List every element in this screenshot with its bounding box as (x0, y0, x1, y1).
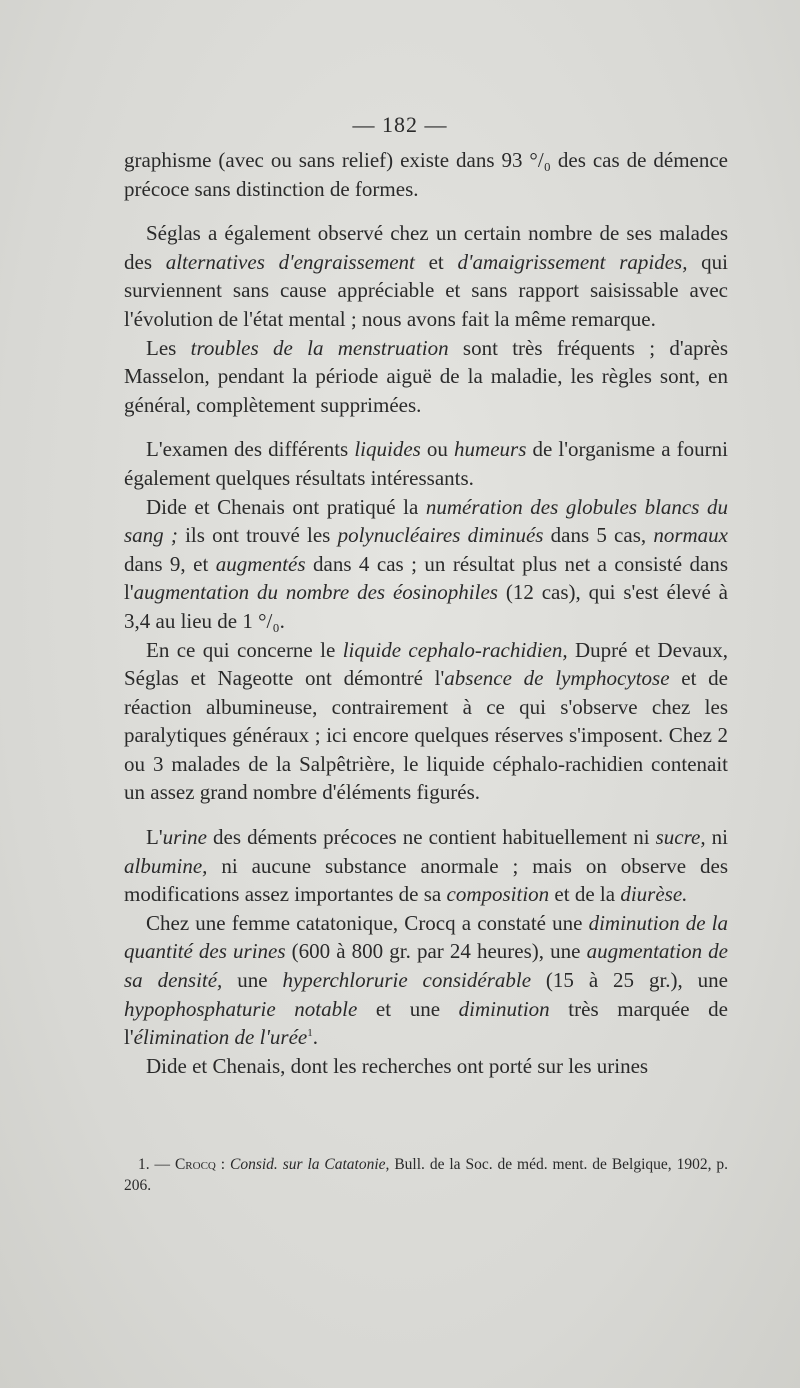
italic-text: liquide cephalo-rachidien, (342, 637, 568, 662)
italic-text: sucre, (655, 825, 706, 850)
paragraph-5 (124, 493, 728, 636)
text: L'examen des différents (146, 437, 355, 462)
footnote-source: Bull. de la Soc. de méd. ment. de Belgique, 1902, p. 206. (124, 1156, 728, 1194)
text: ni (705, 825, 728, 850)
paragraph-8 (124, 909, 728, 1052)
text: et une (357, 996, 459, 1021)
text: de l'organisme a fourni également quelques résultats intéressants. (124, 437, 728, 490)
text: En ce qui concerne le (146, 637, 343, 662)
paragraph-2 (124, 219, 728, 333)
footnote (124, 1154, 728, 1196)
footnote-marker: 1 (307, 1027, 313, 1040)
text: dans 5 cas, (543, 523, 654, 548)
text: (600 à 800 gr. par 24 heures), une (285, 939, 587, 964)
text: très marquée de l' (124, 996, 728, 1050)
footnote-title: Consid. sur la Catatonie, (230, 1156, 390, 1173)
italic-text: polynucléaires diminués (337, 523, 544, 548)
italic-text: augmentation du nombre des éosinophiles (133, 580, 498, 605)
text: une (222, 968, 283, 993)
italic-text: numération des globules blancs du sang ; (124, 494, 728, 548)
italic-text: hypophosphaturie notable (124, 996, 358, 1021)
paragraph-6 (124, 636, 728, 808)
text: Les (146, 335, 191, 360)
text: ou (420, 437, 455, 462)
text: des déments précoces ne contient habituellement ni (206, 825, 656, 850)
text: L' (146, 825, 163, 850)
italic-text: augmentation de sa densité, (124, 939, 728, 993)
italic-text: liquides (354, 437, 421, 462)
main-text (124, 146, 728, 1080)
text: dans 4 cas ; un résultat plus net a consisté dans l' (124, 551, 728, 605)
text: et de réaction albumineuse, contrairement à ce qui s'observe chez les paralytiques généraux ; ici encore quelques réserves s'imposent. Chez 2 ou 3 malades de la Salpêtrière, le liquide céphalo-rachidien contenait un assez grand nombre d'éléments figurés. (124, 666, 729, 805)
italic-text: absence de lymphocytose (444, 666, 670, 691)
text: qui surviennent sans cause appréciable et sans rapport saisissable avec l'évolution de l'état mental ; nous avons fait la même remarque. (124, 249, 728, 331)
text: ils ont trouvé les (177, 523, 338, 548)
italic-text: alternatives d'engraissement (165, 249, 415, 274)
text: Dupré et Devaux, Séglas et Nageotte ont démontré l' (124, 637, 728, 691)
text: . (312, 1025, 318, 1050)
italic-text: augmentés (215, 551, 306, 576)
text: et (414, 249, 458, 274)
italic-text: humeurs (454, 437, 527, 462)
paragraph-9: Dide et Chenais, dont les recherches ont porté sur les urines (146, 1053, 649, 1078)
italic-text: d'amaigrissement rapides, (457, 249, 688, 274)
paragraph-7 (124, 823, 728, 909)
text: dans 9, et (124, 551, 216, 576)
text: sont très fréquents ; d'après Masselon, pendant la période aiguë de la maladie, les règles sont, en général, complètement supprimées. (124, 335, 729, 417)
page-number: — 182 — (352, 112, 448, 137)
italic-text: troubles de la menstruation (190, 335, 449, 360)
italic-text: urine (162, 825, 207, 850)
text: : (215, 1156, 230, 1173)
text: Dide et Chenais ont pratiqué la (146, 494, 426, 519)
paragraph-1: graphisme (avec ou sans relief) existe dans 93 °/₀ des cas de démence précoce sans distinction de formes. (124, 148, 728, 201)
text: Chez une femme catatonique, Crocq a constaté une (146, 910, 589, 935)
italic-text: composition (446, 882, 550, 907)
paragraph-3 (124, 334, 728, 420)
italic-text: élimination de l'urée (133, 1025, 308, 1050)
text: et de la (549, 882, 621, 907)
paragraph-4 (124, 435, 728, 492)
text: (15 à 25 gr.), une (531, 968, 729, 993)
text: (12 cas), qui s'est élevé à 3,4 au lieu de 1 °/₀. (124, 580, 728, 633)
text: ni aucune substance anormale ; mais on observe des modifications assez importantes de sa (124, 853, 728, 907)
footnote-author: Crocq (174, 1156, 216, 1173)
footnote-number: 1. — (138, 1156, 175, 1173)
text: Séglas a également observé chez un certain nombre de ses malades des (124, 221, 728, 274)
italic-text: albumine, (124, 853, 208, 878)
italic-text: diurèse. (620, 882, 688, 907)
italic-text: diminution (458, 996, 550, 1021)
italic-text: hyperchlorurie considérable (282, 968, 532, 993)
italic-text: normaux (653, 523, 729, 548)
italic-text: diminution de la quantité des urines (124, 910, 728, 964)
